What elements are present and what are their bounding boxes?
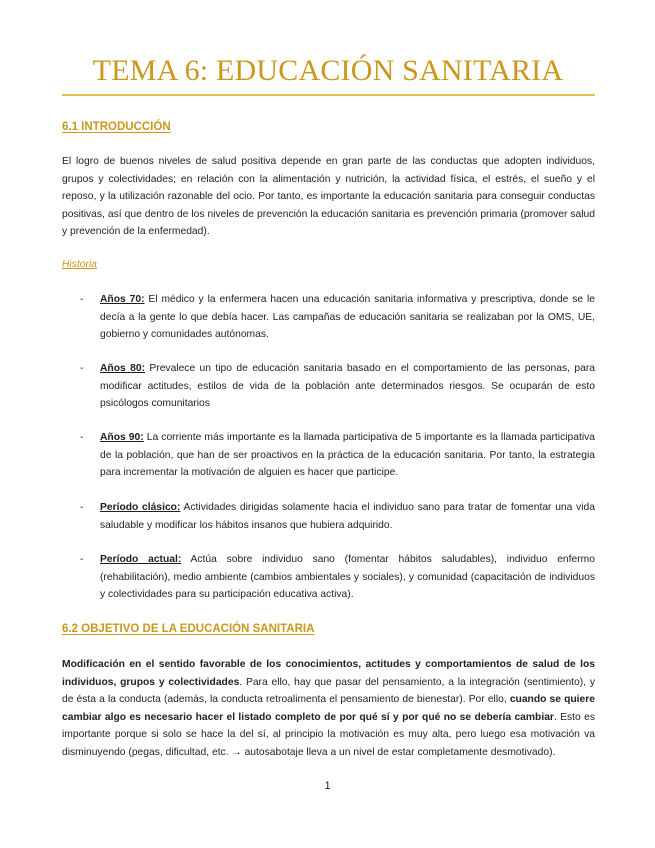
list-item-text xyxy=(100,360,595,413)
list-item-body: Actividades dirigidas solamente hacia el individuo sano para tratar de fomentar una vida saludable y modificar los hábitos insanos que hubiera adquirido. xyxy=(100,502,595,531)
page-title: TEMA 6: EDUCACIÓN SANITARIA xyxy=(92,54,564,87)
objective-text-b: . Esto es importante porque si solo se hace la del sí, al principio la motivación es muy alta, pero luego esa motivación va disminuyendo (pegas, dificultad, etc. → autosabotaje lleva a un nivel de estar completamente desmotivado). xyxy=(62,711,595,758)
list-item-text xyxy=(100,429,595,482)
list-item-body: Prevalece un tipo de educación sanitaria basado en el comportamiento de las personas, para modificar actitudes, estilos de vida de la población ante determinados riesgos. Se ocuparán de esto psicólogos comunitarios xyxy=(100,363,595,410)
section-heading-introduccion: 6.1 INTRODUCCIÓN xyxy=(62,121,171,133)
list-item-body: La corriente más importante es la llamada participativa de 5 importante es la llamada participativa de la población, que han de ser proactivos en la práctica de la educación sanitaria. Por tanto, la estrategia para incrementar la motivación de alguien es hacer que participe. xyxy=(100,432,595,479)
objective-bold-lead: Modificación en el sentido favorable de los conocimientos, actitudes y comportamientos de salud de los individuos, grupos y colectividades xyxy=(62,659,595,688)
objective-bold-mid: cuando se quiere cambiar algo es necesario hacer el listado completo de por qué sí y por qué no se debería cambiar xyxy=(62,694,595,723)
history-subheading: Historia xyxy=(62,259,97,270)
intro-paragraph: El logro de buenos niveles de salud positiva depende en gran parte de las conductas que adopten individuos, grupos y colectividades; en relación con la alimentación y nutrición, la actividad física, el estrés, el sueño y el reposo, y la utilización razonable del ocio. Por tanto, es importante la educación sanitaria para conseguir conductas positivas, así que dentro de los niveles de prevención la educación sanitaria es prevención primaria (promover salud y prevención de la enfermedad). xyxy=(62,156,595,237)
section-heading-objetivo: 6.2 OBJETIVO DE LA EDUCACIÓN SANITARIA xyxy=(62,623,315,635)
objective-text-a: . Para ello, hay que pasar del pensamiento, a la integración (sentimiento), y de ésta a la conducta (además, la conducta retroalimenta el pensamiento de bienestar). Por ello, xyxy=(62,676,595,705)
list-item-term: Período actual: xyxy=(100,554,182,565)
page-number: 1 xyxy=(324,780,331,792)
list-item-text xyxy=(100,499,595,534)
list-item-body: El médico y la enfermera hacen una educación sanitaria informativa y prescriptiva, donde se le decía a la gente lo que debía hacer. Las campañas de educación sanitaria se realizaban por la OMS, UE, gobierno y comunidades autónomas. xyxy=(100,294,595,341)
list-item-text xyxy=(100,291,595,344)
list-item-term: Años 80: xyxy=(100,363,146,374)
list-item-body: Actúa sobre individuo sano (fomentar hábitos saludables), individuo enfermo (rehabilitación), medio ambiente (cambios ambientales y sociales), y comunidad (capacitación de individuos y colectividades para su participación educativa activa). xyxy=(100,554,595,601)
list-item-text xyxy=(100,551,595,604)
list-dash: - xyxy=(80,554,84,565)
list-dash: - xyxy=(80,294,84,305)
list-item-term: Años 90: xyxy=(100,432,144,443)
objective-paragraph xyxy=(62,656,595,761)
list-dash: - xyxy=(80,502,84,513)
list-item-term: Período clásico: xyxy=(100,502,181,513)
title-underline-rule xyxy=(62,94,595,96)
list-dash: - xyxy=(80,432,84,443)
list-dash: - xyxy=(80,363,84,374)
list-item-term: Años 70: xyxy=(100,294,145,305)
